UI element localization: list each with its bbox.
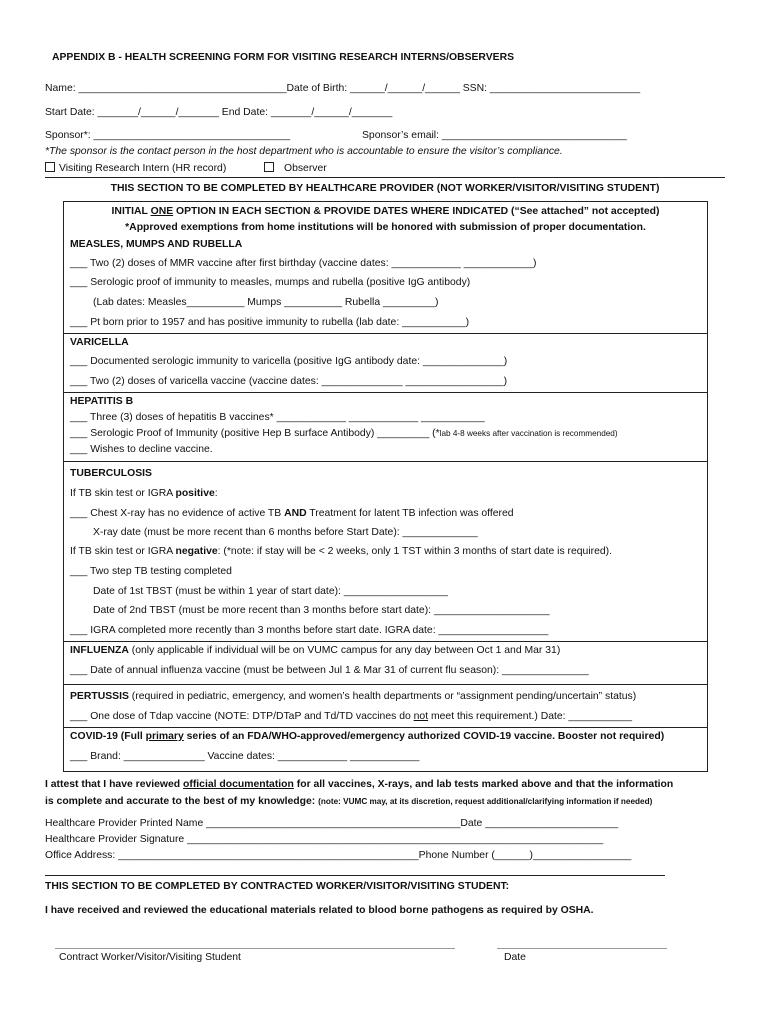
tb-title: TUBERCULOSIS: [70, 468, 152, 479]
observer-checkbox[interactable]: [264, 162, 274, 172]
attestation-line-2: is complete and accurate to the best of my knowledge: (note: VUMC may, at its discretion, request additional/clarifying information if needed): [45, 796, 653, 807]
sponsor-note: *The sponsor is the contact person in the host department who is accountable to ensure the visitor’s compliance.: [45, 146, 563, 157]
mmr-option-1[interactable]: ___ Two (2) doses of MMR vaccine after first birthday (vaccine dates: ____________ ____________): [70, 258, 537, 269]
observer-label: Observer: [284, 163, 327, 174]
option-observer[interactable]: [264, 162, 327, 174]
hepb-option-3[interactable]: ___ Wishes to decline vaccine.: [70, 444, 213, 455]
varicella-title: VARICELLA: [70, 337, 129, 348]
mmr-option-3[interactable]: ___ Pt born prior to 1957 and has positive immunity to rubella (lab date: ___________): [70, 317, 470, 328]
sponsor-email-line[interactable]: Sponsor’s email: ________________________________: [362, 130, 627, 141]
covid-option[interactable]: ___ Brand: ______________ Vaccine dates: ____________ ____________: [70, 751, 420, 762]
tb-positive-heading: If TB skin test or IGRA positive:: [70, 488, 218, 499]
worker-date-line[interactable]: [497, 948, 667, 949]
intern-label: Visiting Research Intern (HR record): [59, 163, 227, 174]
worker-date-label: Date: [504, 952, 526, 963]
tb-first-tbst-date[interactable]: Date of 1st TBST (must be within 1 year of start date): __________________: [93, 586, 448, 597]
tb-option-two-step[interactable]: ___ Two step TB testing completed: [70, 566, 232, 577]
hepb-option-2[interactable]: ___ Serologic Proof of Immunity (positive Hep B surface Antibody) _________ (*lab 4-8 weeks after vaccination is recommended): [70, 428, 618, 439]
instructions-line-1: INITIAL ONE OPTION IN EACH SECTION & PROVIDE DATES WHERE INDICATED (“See attached” not accepted): [111, 206, 660, 217]
intern-checkbox[interactable]: [45, 162, 55, 172]
instructions-line-2: *Approved exemptions from home institutions will be honored with submission of proper documentation.: [125, 222, 646, 233]
tb-second-tbst-date[interactable]: Date of 2nd TBST (must be more recent than 3 months before start date): ____________________: [93, 605, 550, 616]
tb-xray-date[interactable]: X-ray date (must be more recent than 6 months before Start Date): _____________: [93, 527, 478, 538]
mmr-option-2[interactable]: ___ Serologic proof of immunity to measles, mumps and rubella (positive IgG antibody): [70, 277, 471, 288]
varicella-option-2[interactable]: ___ Two (2) doses of varicella vaccine (vaccine dates: ______________ _________________): [70, 376, 508, 387]
header-divider: [45, 177, 725, 178]
office-address-phone-line[interactable]: Office Address: ____________________________________________________Phone Number (______)_________________: [45, 850, 632, 861]
contract-section-heading: THIS SECTION TO BE COMPLETED BY CONTRACTED WORKER/VISITOR/VISITING STUDENT:: [45, 881, 510, 892]
hepb-title: HEPATITIS B: [70, 396, 134, 407]
row-divider: [63, 684, 708, 685]
influenza-option[interactable]: ___ Date of annual influenza vaccine (must be between Jul 1 & Mar 31 of current flu season): _______________: [70, 665, 589, 676]
provider-name-date-line[interactable]: Healthcare Provider Printed Name ____________________________________________Date _______________________: [45, 818, 619, 829]
form-title: APPENDIX B - HEALTH SCREENING FORM FOR VISITING RESEARCH INTERNS/OBSERVERS: [52, 52, 515, 63]
start-end-date-line[interactable]: Start Date: _______/______/_______ End Date: _______/______/_______: [45, 107, 393, 118]
tb-negative-heading: If TB skin test or IGRA negative: (*note: if stay will be < 2 weeks, only 1 TST within 3 months of start date is required).: [70, 546, 612, 557]
tb-option-igra[interactable]: ___ IGRA completed more recently than 3 months before start date. IGRA date: ___________________: [70, 625, 549, 636]
mmr-title: MEASLES, MUMPS AND RUBELLA: [70, 239, 243, 250]
row-divider: [63, 461, 708, 462]
section-divider: [45, 875, 665, 876]
option-intern[interactable]: [45, 162, 226, 174]
sponsor-line[interactable]: Sponsor*: __________________________________: [45, 130, 290, 141]
provider-signature-line[interactable]: Healthcare Provider Signature ________________________________________________________________________: [45, 834, 604, 845]
attestation-line-1: I attest that I have reviewed official documentation for all vaccines, X-rays, and lab tests marked above and that the information: [45, 779, 674, 790]
pertussis-title: PERTUSSIS (required in pediatric, emergency, and women’s health departments or “assignment pending/uncertain” status): [70, 691, 637, 702]
worker-signature-line[interactable]: [55, 948, 455, 949]
hepb-option-1[interactable]: ___ Three (3) doses of hepatitis B vaccines* ____________ ____________ ___________: [70, 412, 485, 423]
row-divider: [63, 727, 708, 728]
row-divider: [63, 641, 708, 642]
covid-title: COVID-19 (Full primary series of an FDA/WHO-approved/emergency authorized COVID-19 vaccine. Booster not required): [70, 731, 665, 742]
row-divider: [63, 392, 708, 393]
pertussis-option[interactable]: ___ One dose of Tdap vaccine (NOTE: DTP/DTaP and Td/TD vaccines do not meet this requirement.) Date: ___________: [70, 711, 632, 722]
worker-signature-label: Contract Worker/Visitor/Visiting Student: [59, 952, 241, 963]
mmr-lab-dates[interactable]: (Lab dates: Measles__________ Mumps __________ Rubella _________): [93, 297, 439, 308]
name-dob-ssn-line[interactable]: Name: ____________________________________Date of Birth: ______/______/______ SSN: __________________________: [45, 83, 641, 94]
osha-statement: I have received and reviewed the educational materials related to blood borne pathogens as required by OSHA.: [45, 905, 594, 916]
tb-option-xray[interactable]: ___ Chest X-ray has no evidence of active TB AND Treatment for latent TB infection was offered: [70, 508, 514, 519]
influenza-title: INFLUENZA (only applicable if individual will be on VUMC campus for any day between Oct 1 and Mar 31): [70, 645, 561, 656]
row-divider: [63, 333, 708, 334]
provider-section-heading: THIS SECTION TO BE COMPLETED BY HEALTHCARE PROVIDER (NOT WORKER/VISITOR/VISITING STUDENT): [110, 183, 660, 194]
varicella-option-1[interactable]: ___ Documented serologic immunity to varicella (positive IgG antibody date: ______________): [70, 356, 508, 367]
